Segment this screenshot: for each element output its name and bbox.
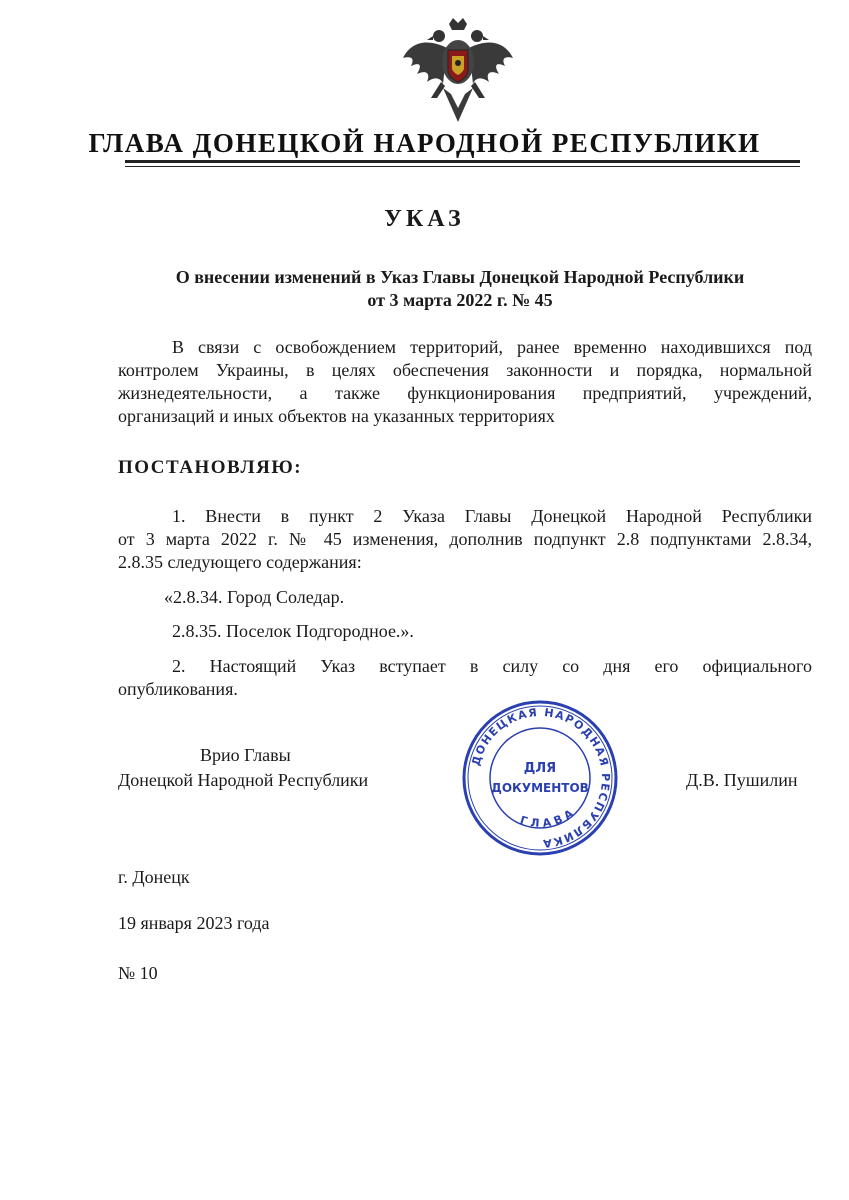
issue-date: 19 января 2023 года [118, 913, 270, 933]
preamble-line: организаций и иных объектов на указанных территориях [118, 406, 555, 426]
item-1-line: от 3 марта 2022 г. № 45 изменения, дополнив подпункт 2.8 подпунктами 2.8.34, [118, 529, 812, 549]
signatory-name: Д.В. Пушилин [686, 770, 798, 790]
preamble-paragraph [118, 336, 812, 428]
coat-of-arms-emblem [397, 18, 519, 126]
stamp-bottom-text: ГЛАВА [518, 804, 580, 831]
item-2-paragraph [118, 655, 812, 701]
issuing-authority-title: ГЛАВА ДОНЕЦКОЙ НАРОДНОЙ РЕСПУБЛИКИ [88, 128, 761, 158]
subject-line: от 3 марта 2022 г. № 45 [367, 290, 553, 310]
decree-number: № 10 [118, 963, 158, 983]
signatory-position-line1: Врио Главы [200, 745, 291, 765]
subitem-2-8-35: 2.8.35. Поселок Подгородное.». [172, 621, 414, 641]
preamble-line: В связи с освобождением территорий, ранее временно находившихся под [172, 337, 812, 357]
stamp-center-line1: ДЛЯ [523, 761, 557, 776]
preamble-line: контролем Украины, в целях обеспечения законности и порядка, нормальной [118, 360, 812, 380]
official-seal-stamp [460, 698, 620, 858]
subitem-2-8-34: «2.8.34. Город Соледар. [164, 587, 345, 607]
item-2-line: 2. Настоящий Указ вступает в силу со дня его официального [172, 656, 812, 676]
item-1-line: 2.8.35 следующего содержания: [118, 552, 362, 572]
header-rule-thick [125, 160, 800, 163]
header-rule-thin [125, 166, 800, 167]
document-type: УКАЗ [384, 206, 465, 232]
subject-line: О внесении изменений в Указ Главы Донецкой Народной Республики [175, 267, 745, 287]
stamp-center-line2: ДОКУМЕНТОВ [491, 781, 589, 795]
stamp-ring-text: ДОНЕЦКАЯ НАРОДНАЯ РЕСПУБЛИКА [469, 705, 613, 851]
issue-city: г. Донецк [118, 867, 190, 887]
item-1-line: 1. Внести в пункт 2 Указа Главы Донецкой Народной Республики [172, 506, 812, 526]
item-2-line: опубликования. [118, 679, 238, 699]
preamble-line: жизнедеятельности, а также функционирования предприятий, учреждений, [118, 383, 812, 403]
item-1-paragraph [118, 505, 812, 574]
resolve-heading: ПОСТАНОВЛЯЮ: [118, 457, 303, 478]
svg-text:ГЛАВА [519, 805, 580, 830]
decree-subject [120, 266, 800, 312]
signatory-position-line2: Донецкой Народной Республики [118, 770, 369, 790]
